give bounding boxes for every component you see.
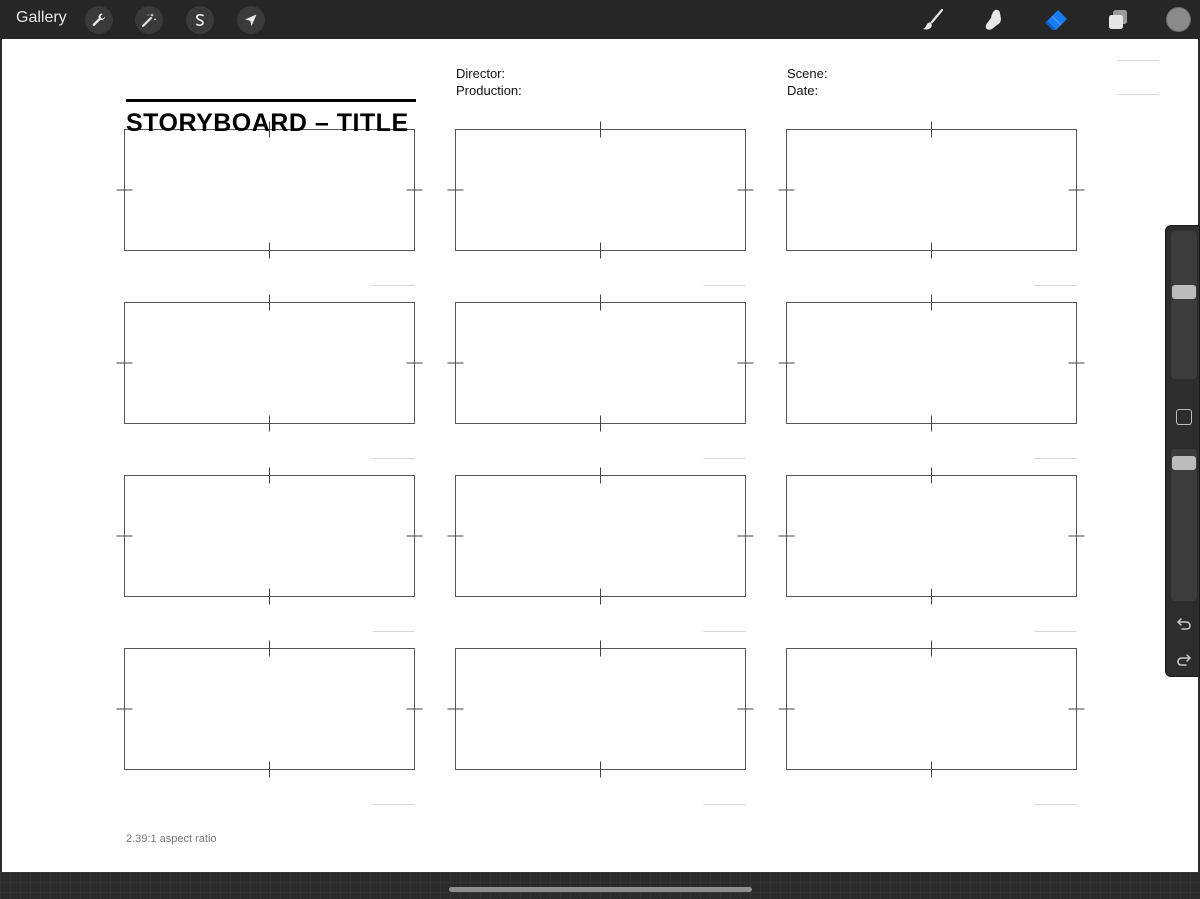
smudge-tool-button[interactable]: [979, 5, 1009, 35]
adjustments-button[interactable]: [135, 6, 163, 34]
home-indicator[interactable]: [449, 887, 752, 892]
actions-button[interactable]: [85, 6, 113, 34]
opacity-thumb[interactable]: [1172, 456, 1196, 470]
storyboard-frame-8: [456, 476, 746, 597]
magic-wand-icon: [141, 12, 157, 28]
storyboard-frame-12: [787, 649, 1077, 770]
selection-s-icon: [192, 12, 208, 28]
aspect-ratio-note: 2.39:1 aspect ratio: [126, 833, 217, 845]
arrow-cursor-icon: [243, 12, 259, 28]
storyboard-frame-2: [456, 130, 746, 251]
title-rule: [126, 99, 416, 102]
storyboard-frame-1: [125, 130, 415, 251]
top-toolbar: [0, 0, 1200, 39]
drawing-canvas[interactable]: [2, 39, 1198, 872]
brush-tool-button[interactable]: [918, 5, 948, 35]
gallery-button[interactable]: Gallery: [16, 9, 67, 26]
brush-icon: [920, 7, 946, 33]
scene-label: Scene:: [787, 66, 828, 81]
header-line: [1117, 94, 1159, 95]
storyboard-frame-11: [456, 649, 746, 770]
smudge-icon: [981, 7, 1007, 33]
date-label: Date:: [787, 83, 819, 98]
transform-button[interactable]: [237, 6, 265, 34]
color-swatch-button[interactable]: [1166, 7, 1191, 32]
storyboard-frame-10: [125, 649, 415, 770]
brush-sidebar: [1165, 225, 1200, 677]
page-title: STORYBOARD – TITLE: [126, 109, 409, 137]
bottom-bar: [0, 872, 1200, 899]
storyboard-grid: [2, 39, 1198, 872]
header-line: [1117, 60, 1159, 61]
opacity-slider[interactable]: [1171, 449, 1197, 601]
modify-button[interactable]: [1176, 409, 1192, 425]
selection-button[interactable]: [186, 6, 214, 34]
storyboard-frame-4: [125, 303, 415, 424]
eraser-icon: [1043, 7, 1069, 33]
brush-size-thumb[interactable]: [1172, 285, 1196, 299]
wrench-icon: [91, 12, 107, 28]
storyboard-frame-5: [456, 303, 746, 424]
undo-button[interactable]: [1172, 612, 1196, 636]
storyboard-frame-3: [787, 130, 1077, 251]
redo-icon: [1176, 652, 1192, 668]
storyboard-frame-6: [787, 303, 1077, 424]
redo-button[interactable]: [1172, 648, 1196, 672]
layers-icon: [1105, 7, 1131, 33]
storyboard-frame-7: [125, 476, 415, 597]
undo-icon: [1176, 616, 1192, 632]
director-label: Director:: [456, 66, 506, 81]
production-label: Production:: [456, 83, 522, 98]
layers-tool-button[interactable]: [1103, 5, 1133, 35]
brush-size-slider[interactable]: [1171, 231, 1197, 379]
storyboard-frame-9: [787, 476, 1077, 597]
eraser-tool-button[interactable]: [1041, 5, 1071, 35]
